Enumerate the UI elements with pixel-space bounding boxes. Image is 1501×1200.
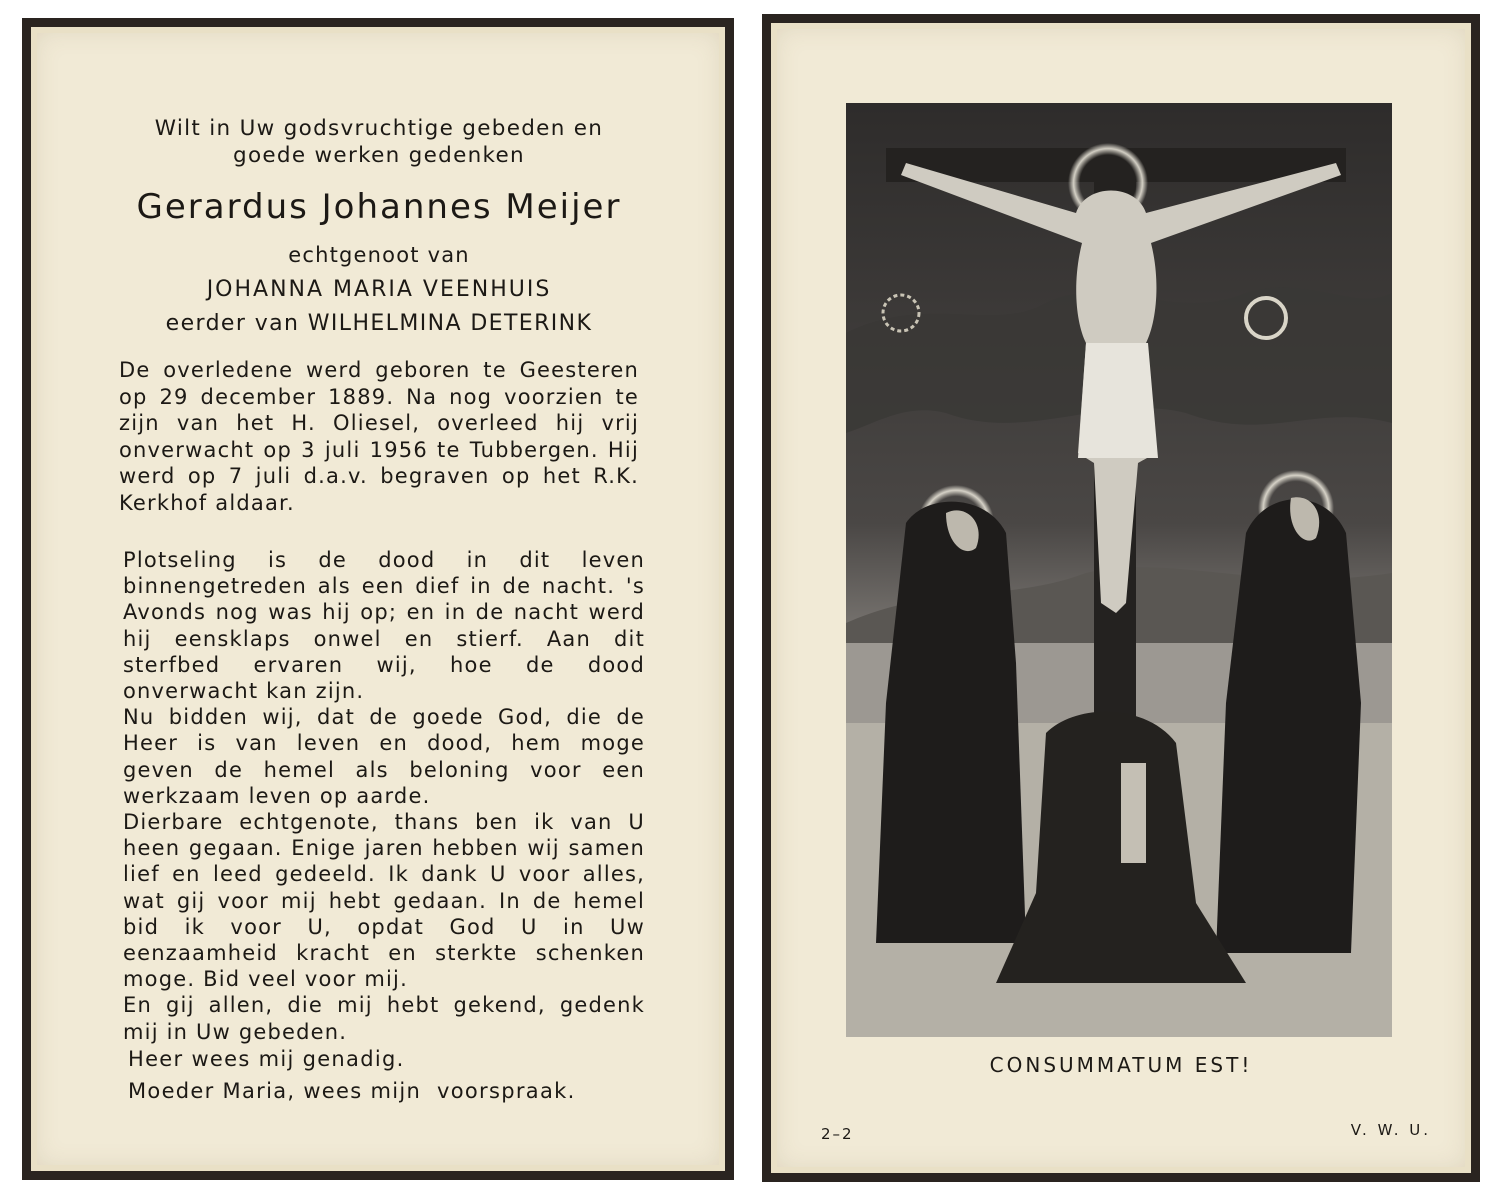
former-spouse: eerder van WILHELMINA DETERINK bbox=[165, 311, 593, 336]
spouse-name: JOHANNA MARIA VEENHUIS bbox=[206, 277, 552, 302]
closing-invocation: Moeder Maria, wees mijn voorspraak. bbox=[128, 1079, 576, 1103]
spouse-label: echtgenoot van bbox=[288, 243, 470, 267]
intro-text: Wilt in Uw godsvruchtige gebeden en goede werken gedenken bbox=[154, 116, 604, 168]
biography: De overledene werd geboren te Geesteren op 29 december 1889. Na nog voorzien te zijn van het H. Oliesel, overleed hij vrij onverwacht op 3 juli 1956 te Tubbergen. Hij werd op 7 juli d.a.v. begraven op het R.K. Kerkhof aldaar. bbox=[119, 358, 639, 515]
publisher-mark: V. W. U. bbox=[1350, 1121, 1431, 1139]
loincloth bbox=[1078, 343, 1158, 458]
memorial-text bbox=[123, 547, 645, 1045]
prayer-card-image-side bbox=[762, 14, 1480, 1182]
crucifixion-illustration bbox=[846, 103, 1392, 1037]
memorial-paragraph: Dierbare echtgenote, thans ben ik van U heen gegaan. Enige jaren hebben wij samen lief en leed gedeeld. Ik dank U voor alles, wat gij voor mij hebt gedaan. In de hemel bid ik voor U, opdat God U in Uw eenzaamheid kracht en sterkte schenken moge. Bid veel voor mij. bbox=[123, 810, 645, 992]
deceased-name: Gerardus Johannes Meijer bbox=[136, 187, 622, 227]
memorial-paragraph: Plotseling is de dood in dit leven binnengetreden als een dief in de nacht. 's Avonds nog was hij op; en in de nacht werd hij eensklaps onwel en stierf. Aan dit sterfbed ervaren wij, hoe de dood onverwacht kan zijn. bbox=[123, 548, 645, 704]
magdalene-hands bbox=[1121, 763, 1146, 863]
prayer-card-text-side bbox=[22, 18, 734, 1180]
memorial-paragraph: En gij allen, die mij hebt gekend, gedenk mij in Uw gebeden. bbox=[123, 993, 645, 1044]
closing-prayer: Heer wees mij genadig. bbox=[128, 1047, 405, 1071]
print-number: 2–2 bbox=[821, 1125, 854, 1143]
memorial-paragraph: Nu bidden wij, dat de goede God, die de Heer is van leven en dood, hem moge geven de hemel als beloning voor een werkzaam leven op aarde. bbox=[123, 705, 645, 808]
caption: CONSUMMATUM EST! bbox=[989, 1053, 1253, 1077]
